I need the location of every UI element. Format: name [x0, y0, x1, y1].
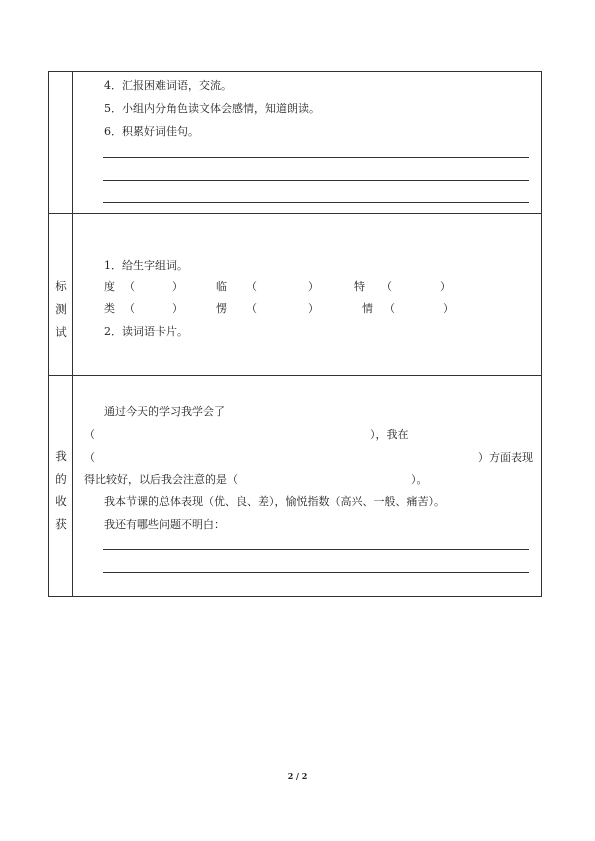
reflection-line-4: 得比较好，以后我会注意的是（ — [84, 473, 238, 486]
close-paren: ） — [440, 280, 451, 293]
open-paren: （ — [84, 451, 95, 464]
section-label-char: 测 — [55, 302, 67, 316]
section-label-char: 收 — [55, 494, 67, 508]
exercise-heading: 1．给生字组词。 — [104, 259, 188, 272]
section-label-char: 的 — [55, 472, 67, 486]
word-char: 临 — [216, 280, 227, 293]
section-label-char: 获 — [55, 517, 67, 531]
word-char: 情 — [362, 302, 373, 315]
reflection-line-4-end: ）。 — [411, 473, 428, 486]
step-5-text: 5．小组内分角色读文体会感情，知道朗读。 — [104, 102, 320, 115]
writing-line — [103, 180, 529, 181]
writing-line — [103, 572, 529, 573]
close-paren: ） — [172, 280, 183, 293]
word-char: 类 — [104, 302, 115, 315]
reflection-line-2-end: ），我在 — [370, 428, 409, 441]
section-label-char: 标 — [55, 279, 67, 293]
open-paren: （ — [381, 280, 392, 293]
writing-line — [103, 202, 529, 203]
word-char: 特 — [354, 280, 365, 293]
open-paren: （ — [84, 428, 95, 441]
word-char: 度 — [104, 280, 115, 293]
reflection-line-1: 通过今天的学习我学会了 — [104, 405, 225, 418]
page-number: 2 / 2 — [287, 771, 308, 781]
writing-line — [103, 549, 529, 550]
open-paren: （ — [124, 302, 135, 315]
column-divider — [72, 71, 73, 597]
open-paren: （ — [384, 302, 395, 315]
exercise-item-2: 2．读词语卡片。 — [104, 325, 188, 338]
open-paren: （ — [246, 280, 257, 293]
open-paren: （ — [124, 280, 135, 293]
row-divider-1 — [48, 213, 542, 214]
close-paren: ） — [308, 280, 319, 293]
step-6-text: 6．积累好词佳句。 — [104, 125, 199, 138]
close-paren: ） — [308, 302, 319, 315]
reflection-line-5: 我本节课的总体表现（优、良、差），愉悦指数（高兴、一般、痛苦）。 — [104, 495, 445, 508]
reflection-line-3-end: ）方面表现 — [478, 451, 533, 464]
step-4-text: 4．汇报困难词语，交流。 — [104, 79, 232, 92]
writing-line — [103, 157, 529, 158]
reflection-line-6: 我还有哪些问题不明白： — [104, 518, 225, 531]
close-paren: ） — [172, 302, 183, 315]
section-label-char: 我 — [55, 449, 67, 463]
open-paren: （ — [246, 302, 257, 315]
section-label-char: 试 — [55, 325, 67, 339]
close-paren: ） — [443, 302, 454, 315]
row-divider-2 — [48, 375, 542, 376]
word-char: 愣 — [216, 302, 227, 315]
